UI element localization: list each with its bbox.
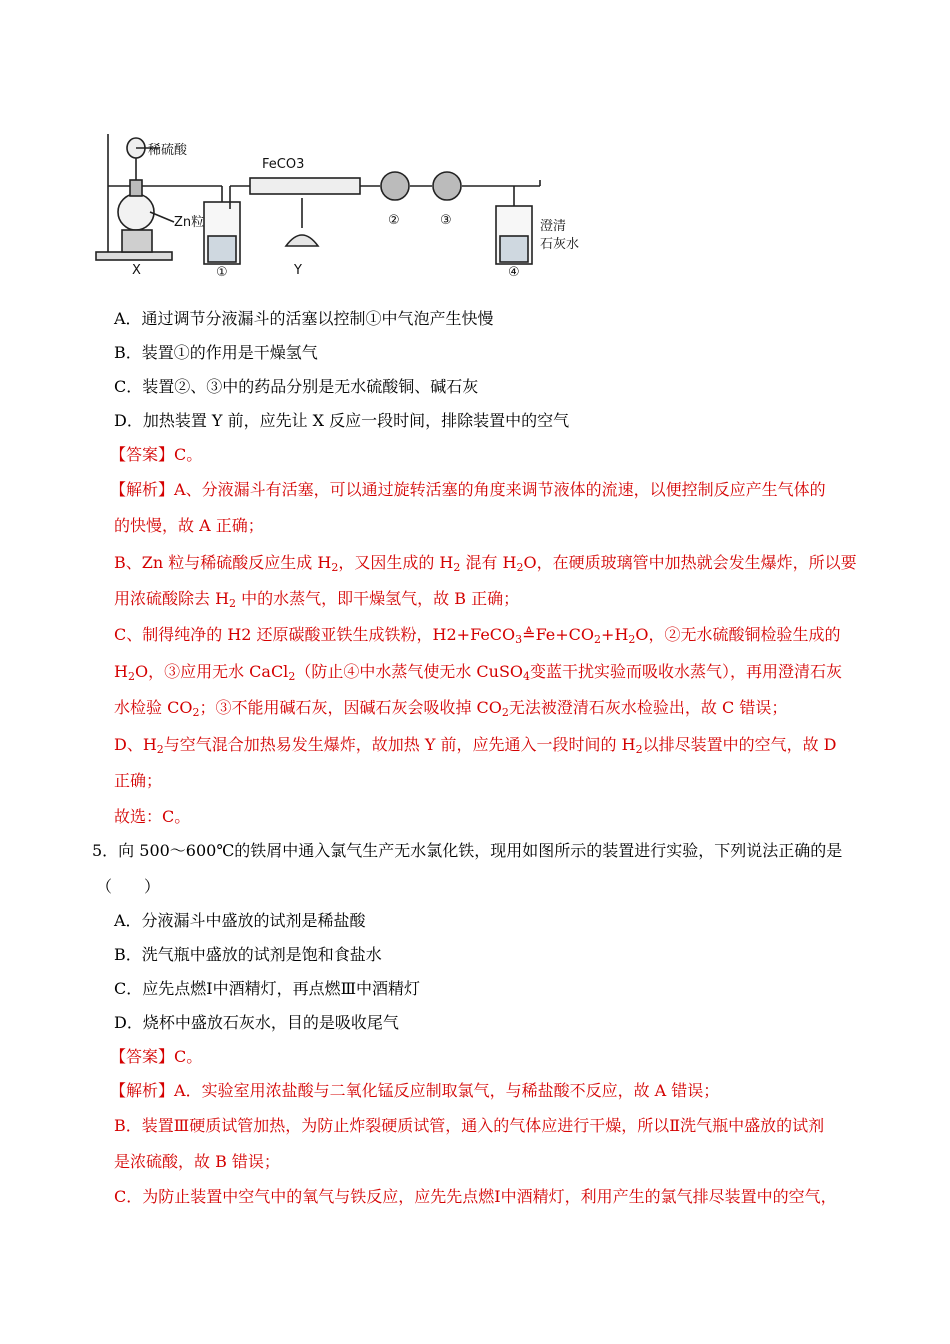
text: +H xyxy=(601,625,629,644)
label-limewater-1: 澄清 xyxy=(540,219,567,234)
text: 无法被澄清石灰水检验出，故 C 错误； xyxy=(508,698,788,717)
q5-option-a: A．分液漏斗中盛放的试剂是稀盐酸 xyxy=(114,911,366,930)
text: B、Zn 粒与稀硫酸反应生成 H xyxy=(114,553,332,572)
q4-answer: 【答案】C。 xyxy=(110,445,203,464)
text: ，又因生成的 H xyxy=(338,553,454,572)
apparatus-figure xyxy=(90,124,610,284)
text: 混有 H xyxy=(460,553,517,572)
subscript: 2 xyxy=(594,633,602,646)
analysis-text: A、分液漏斗有活塞，可以通过旋转活塞的角度来调节液体的流速，以便控制反应产生气体的 xyxy=(174,480,826,499)
label-x: X xyxy=(132,263,141,278)
q4-pick: 故选：C。 xyxy=(114,807,191,826)
label-acid: 稀硫酸 xyxy=(148,143,188,158)
subscript: 2 xyxy=(156,743,164,756)
text: D、H xyxy=(114,735,157,754)
q5-analysis-c1: C．为防止装置中空气中的氧气与铁反应，应先先点燃Ⅰ中酒精灯，利用产生的氯气排尽装置中的空气， xyxy=(114,1187,837,1206)
subscript: 2 xyxy=(288,670,296,683)
text: H xyxy=(114,662,128,681)
text: 与空气混合加热易发生爆炸，故加热 Y 前，应先通入一段时间的 H xyxy=(163,735,636,754)
text: O，③应用无水 CaCl xyxy=(134,662,289,681)
subscript: 4 xyxy=(523,670,531,683)
label-4: ④ xyxy=(508,265,520,280)
q4-option-a: A．通过调节分液漏斗的活塞以控制①中气泡产生快慢 xyxy=(114,309,494,328)
label-zn: Zn粒 xyxy=(174,215,205,230)
subscript: 2 xyxy=(516,561,524,574)
q5-option-b: B．洗气瓶中盛放的试剂是饱和食盐水 xyxy=(114,945,382,964)
q5-paren: （ ） xyxy=(96,877,161,896)
text: 水检验 CO xyxy=(114,698,193,717)
drying-tube-3 xyxy=(433,172,461,200)
q4-analysis-b1 xyxy=(114,552,857,574)
subscript: 2 xyxy=(501,706,509,719)
analysis-label: 【解析】 xyxy=(110,480,175,499)
label-2: ② xyxy=(388,213,400,228)
text: （防止④中水蒸气使无水 CuSO xyxy=(295,662,524,681)
text: ；③不能用碱石灰，因碱石灰会吸收掉 CO xyxy=(199,698,502,717)
text: 中的水蒸气，即干燥氢气，故 B 正确； xyxy=(236,589,520,608)
q4-analysis-c3 xyxy=(114,697,787,719)
drying-tube-2 xyxy=(381,172,409,200)
text: O，②无水硫酸铜检验生成的 xyxy=(635,625,841,644)
analysis-label: 【解析】 xyxy=(110,1081,175,1100)
label-1: ① xyxy=(216,265,228,280)
subscript: 2 xyxy=(331,561,339,574)
label-limewater-2: 石灰水 xyxy=(540,237,580,252)
q4-option-c: C．装置②、③中的药品分别是无水硫酸铜、碱石灰 xyxy=(114,377,479,396)
q5-answer: 【答案】C。 xyxy=(110,1047,203,1066)
label-y: Y xyxy=(294,263,302,278)
text: 用浓硫酸除去 H xyxy=(114,589,230,608)
hard-glass-tube xyxy=(250,178,360,194)
q4-analysis-c1 xyxy=(114,624,841,646)
subscript: 2 xyxy=(229,597,237,610)
apparatus-diagram xyxy=(90,124,610,284)
q4-analysis-c2 xyxy=(114,661,842,683)
subscript: 2 xyxy=(628,633,636,646)
text: ≜Fe+CO xyxy=(522,625,595,644)
label-feco3: FeCO3 xyxy=(262,157,305,172)
q4-option-d: D．加热装置 Y 前，应先让 X 反应一段时间，排除装置中的空气 xyxy=(114,411,570,430)
label-3: ③ xyxy=(440,213,452,228)
zn-pile xyxy=(122,230,152,252)
q4-analysis-b2 xyxy=(114,588,519,610)
q5-analysis-a xyxy=(110,1080,719,1102)
analysis-text: A．实验室用浓盐酸与二氧化锰反应制取氯气，与稀盐酸不反应，故 A 错误； xyxy=(174,1081,720,1100)
q5-option-c: C．应先点燃Ⅰ中酒精灯，再点燃Ⅲ中酒精灯 xyxy=(114,979,420,998)
q5-analysis-b1: B．装置Ⅲ硬质试管加热，为防止炸裂硬质试管，通入的气体应进行干燥，所以Ⅱ洗气瓶中盛放的试剂 xyxy=(114,1116,825,1135)
text: O，在硬质玻璃管中加热就会发生爆炸，所以要 xyxy=(523,553,857,572)
subscript: 2 xyxy=(453,561,461,574)
q4-analysis-a2: 的快慢，故 A 正确； xyxy=(114,516,264,535)
text: 以排尽装置中的空气，故 D xyxy=(642,735,837,754)
stand-base xyxy=(96,252,172,260)
flask xyxy=(118,194,154,230)
subscript: 2 xyxy=(127,670,135,683)
subscript: 2 xyxy=(635,743,643,756)
subscript: 2 xyxy=(192,706,200,719)
q5-analysis-b2: 是浓硫酸，故 B 错误； xyxy=(114,1152,280,1171)
text: C、制得纯净的 H2 还原碳酸亚铁生成铁粉，H2+FeCO xyxy=(114,625,516,644)
q4-analysis-d2: 正确； xyxy=(114,771,163,790)
q5-stem: 5．向 500～600℃的铁屑中通入氯气生产无水氯化铁，现用如图所示的装置进行实验，下列说法正确的是 xyxy=(92,841,843,860)
q4-analysis-a1 xyxy=(110,479,826,501)
alcohol-lamp xyxy=(286,235,318,246)
subscript: 3 xyxy=(515,633,523,646)
q4-analysis-d1 xyxy=(114,734,837,756)
q4-option-b: B．装置①的作用是干燥氢气 xyxy=(114,343,318,362)
q5-option-d: D．烧杯中盛放石灰水，目的是吸收尾气 xyxy=(114,1013,399,1032)
text: 变蓝干扰实验而吸收水蒸气），再用澄清石灰 xyxy=(530,662,843,681)
